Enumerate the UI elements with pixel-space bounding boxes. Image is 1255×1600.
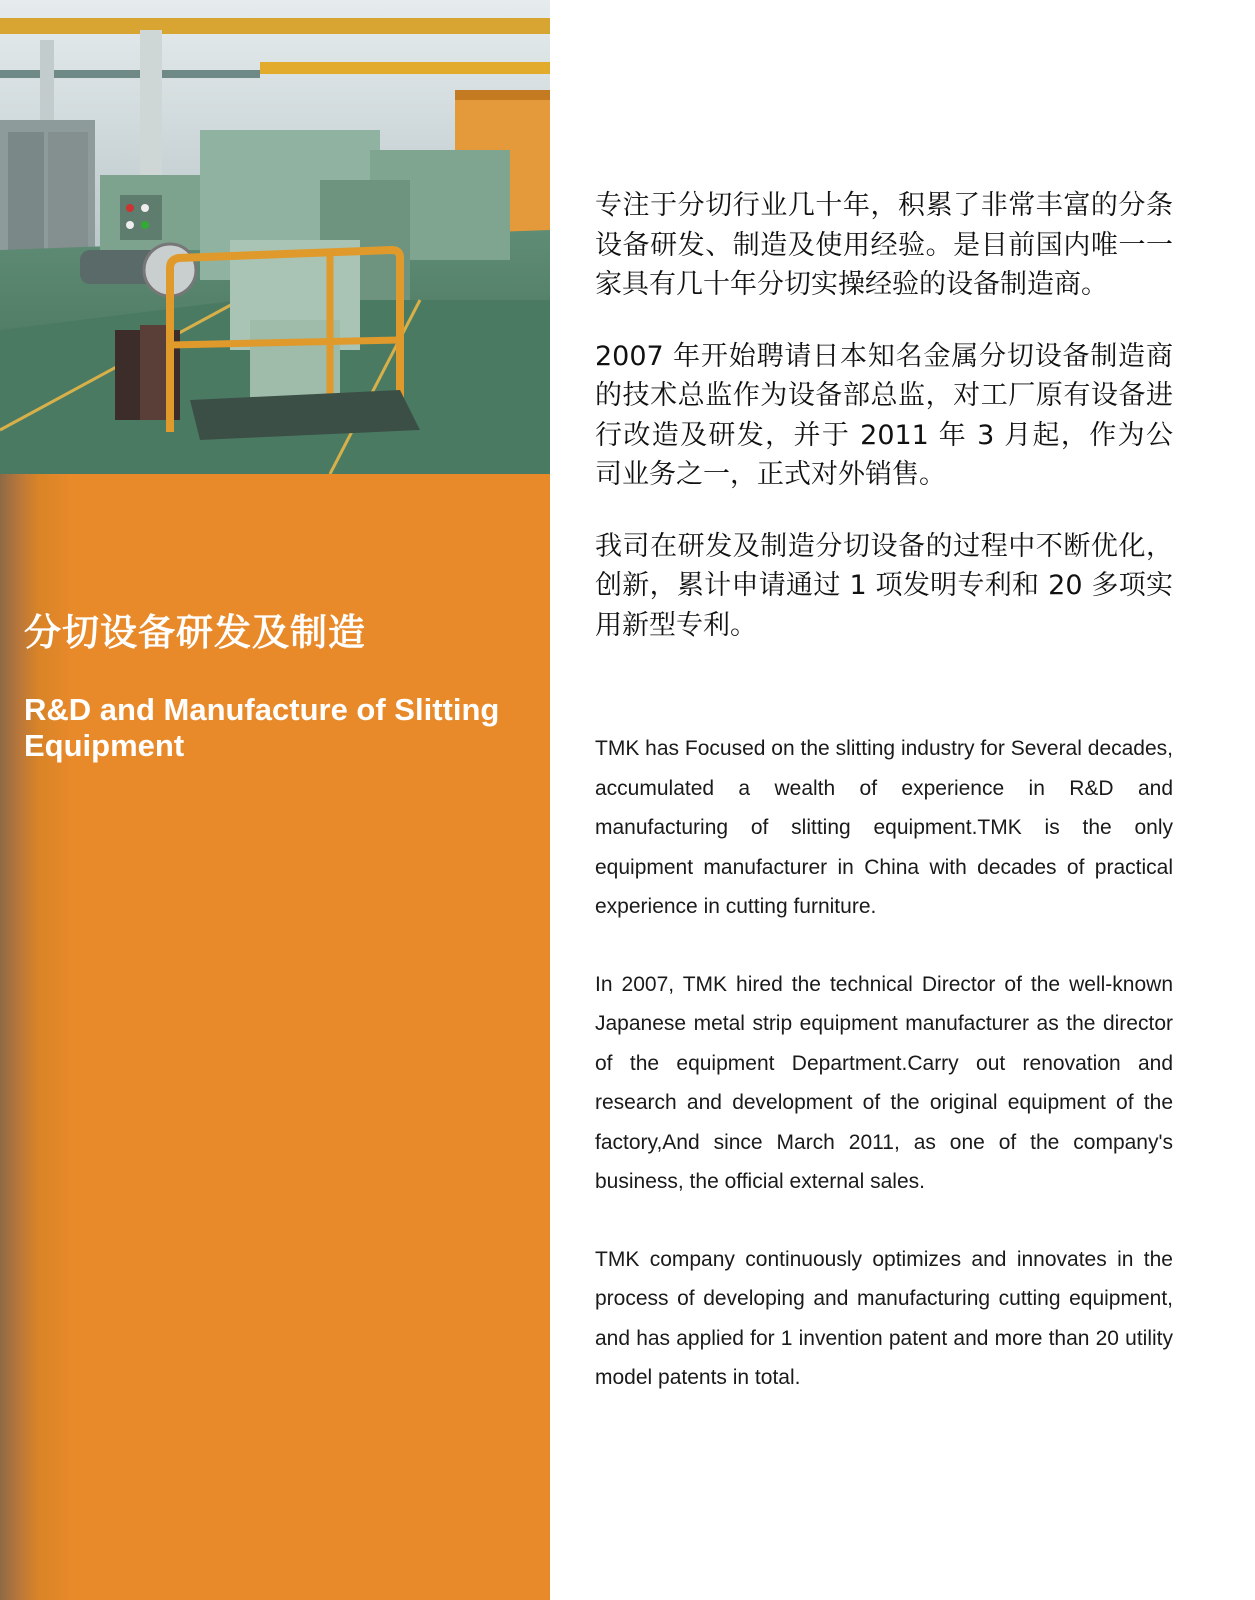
english-text-block [595, 729, 1173, 1398]
left-column [0, 0, 550, 1600]
cn-paragraph-1: 专注于分切行业几十年，积累了非常丰富的分条设备研发、制造及使用经验。是目前国内唯一一家具有几十年分切实操经验的设备制造商。 [595, 190, 1173, 300]
cn-paragraph-2: 2007 年开始聘请日本知名金属分切设备制造商的技术总监作为设备部总监，对工厂原有设备进行改造及研发，并于 2011 年 3 月起，作为公司业务之一，正式对外销售。 [595, 340, 1173, 490]
section-title-english: R&D and Manufacture of Slitting Equipment [24, 692, 500, 763]
right-text-column [595, 186, 1173, 1436]
section-title-chinese: 分切设备研发及制造 [24, 611, 366, 654]
en-paragraph-2: In 2007, TMK hired the technical Director of the well-known Japanese metal strip equipment manufacturer as the director of the equipment Department.Carry out renovation and research and development of the original equipment of the factory,And since March 2011, as one of the company's business, the official external sales. [595, 972, 1173, 1193]
cn-paragraph-3: 我司在研发及制造分切设备的过程中不断优化，创新，累计申请通过 1 项发明专利和 20 多项实用新型专利。 [595, 530, 1173, 641]
en-paragraph-1: TMK has Focused on the slitting industry for Several decades, accumulated a wealth of experience in R&D and manufacturing of slitting equipment.TMK is the only equipment manufacturer in China with decades of practical experience in cutting furniture. [595, 737, 1173, 918]
factory-photo-illustration [0, 0, 550, 474]
factory-photo [0, 0, 550, 474]
en-paragraph-3: TMK company continuously optimizes and innovates in the process of developing and manufacturing cutting equipment, and has applied for 1 invention patent and more than 20 utility model patents in total. [595, 1247, 1173, 1389]
